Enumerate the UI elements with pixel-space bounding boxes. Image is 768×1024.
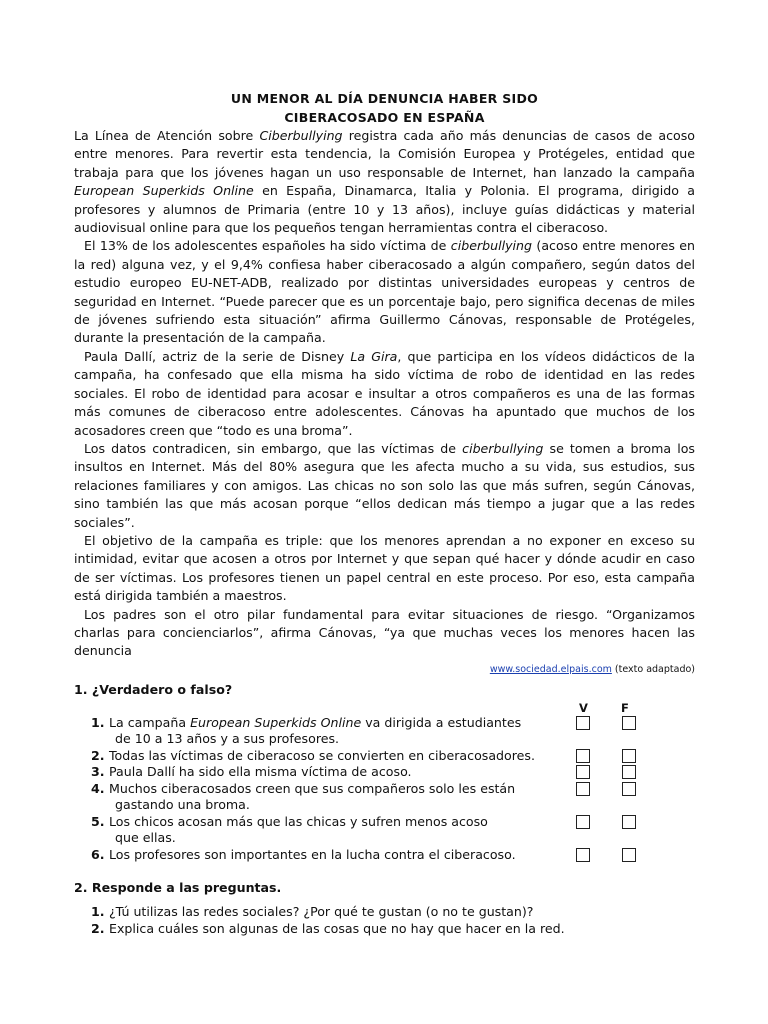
tf-item-4: 4. Muchos ciberacosados creen que sus compañeros solo les están gastando una broma. [74, 781, 695, 814]
paragraph-2: El 13% de los adolescentes españoles ha sido víctima de ciberbullying (acoso entre menores en la red) alguna vez, y el 9,4% confiesa haber ciberacosado a algún compañero, según datos del estudio europeo EU-NET-ADB, realizado por distintas universidades europeas y centros de seguridad en Internet. “Puede parecer que es un porcentaje bajo, pero significa decenas de miles de jóvenes sufriendo esta situación” afirma Guillermo Cánovas, responsable de Protégeles, durante la presentación de la campaña. [74, 238, 695, 346]
true-checkbox-5[interactable] [576, 815, 590, 829]
false-checkbox-6[interactable] [622, 848, 636, 862]
exercise-1-heading: 1. ¿Verdadero o falso? [74, 681, 233, 697]
worksheet-page [74, 90, 695, 937]
false-column-label: F [621, 700, 629, 715]
tf-item-5: 5. Los chicos acosan más que las chicas y sufren menos acoso que ellas. [74, 814, 695, 847]
source-link[interactable]: www.sociedad.elpais.com [489, 663, 612, 675]
paragraph-6: Los padres son el otro pilar fundamental para evitar situaciones de riesgo. “Organizamos charlas para concienciarlos”, afirma Cánovas, “ya que muchas veces los menores hacen las denuncia [74, 606, 695, 659]
true-false-list [74, 715, 695, 864]
question-2: 2. Explica cuáles son algunas de las cosas que no hay que hacer en la red. [91, 921, 565, 937]
false-checkbox-5[interactable] [622, 815, 636, 829]
true-checkbox-4[interactable] [576, 782, 590, 796]
true-false-header [74, 699, 695, 715]
article-title [74, 90, 695, 127]
tf-item-2: 2. Todas las víctimas de ciberacoso se convierten en ciberacosadores. [74, 748, 695, 765]
paragraph-1: La Línea de Atención sobre Ciberbullying registra cada año más denuncias de casos de acoso entre menores. Para revertir esta tendencia, la Comisión Europea y Protégeles, entidad que trabaja para que los jóvenes hagan un uso responsable de Internet, han lanzado la campaña European Superkids Online en España, Dinamarca, Italia y Polonia. El programa, dirigido a profesores y alumnos de Primaria (entre 10 y 13 años), incluye guías didácticas y material audiovisual online para que los pequeños tengan herramientas contra el ciberacoso. [74, 128, 695, 236]
false-checkbox-2[interactable] [622, 749, 636, 763]
exercise-2-heading: 2. Responde a las preguntas. [74, 880, 282, 896]
false-checkbox-3[interactable] [622, 765, 636, 779]
tf-item-6: 6. Los profesores son importantes en la lucha contra el ciberacoso. [74, 847, 695, 864]
paragraph-3: Paula Dallí, actriz de la serie de Disney La Gira, que participa en los vídeos didácticos de la campaña, ha confesado que ella misma ha sido víctima de robo de identidad en las redes sociales. El robo de identidad para acosar e insultar a otros compañeros es una de las formas más comunes de ciberacoso entre adolescentes. Cánovas ha apuntado que muchos de los acosadores creen que “todo es una broma”. [74, 348, 695, 438]
true-checkbox-3[interactable] [576, 765, 590, 779]
paragraph-4: Los datos contradicen, sin embargo, que las víctimas de ciberbullying se tomen a broma los insultos en Internet. Más del 80% asegura que les afecta mucho a su vida, sus estudios, sus relaciones familiares y con amigos. Las chicas no son solo las que más sufren, según Cánovas, sino también las que más acosan porque “ellos dedican más tiempo a jugar que a las redes sociales”. [74, 440, 695, 530]
true-column-label: V [579, 700, 588, 715]
title-line-1: UN MENOR AL DÍA DENUNCIA HABER SIDO [230, 91, 539, 106]
true-checkbox-1[interactable] [576, 716, 590, 730]
source-note: (texto adaptado) [611, 663, 695, 675]
tf-item-1: 1. La campaña European Superkids Online va dirigida a estudiantes de 10 a 13 años y a sus profesores. [74, 715, 695, 748]
source-credit [74, 663, 695, 677]
true-checkbox-2[interactable] [576, 749, 590, 763]
article-body [74, 127, 695, 661]
title-line-2: CIBERACOSADO EN ESPAÑA [284, 109, 485, 125]
false-checkbox-1[interactable] [622, 716, 636, 730]
paragraph-5: El objetivo de la campaña es triple: que los menores aprendan a no exponer en exceso su intimidad, evitar que acosen a otros por Internet y que sepan qué hacer y dónde acudir en caso de ser víctimas. Los profesores tienen un papel central en este proceso. Por eso, esta campaña está dirigida también a maestros. [74, 532, 695, 604]
true-checkbox-6[interactable] [576, 848, 590, 862]
questions-list [74, 903, 695, 937]
false-checkbox-4[interactable] [622, 782, 636, 796]
tf-item-3: 3. Paula Dallí ha sido ella misma víctima de acoso. [74, 764, 695, 781]
question-1: 1. ¿Tú utilizas las redes sociales? ¿Por qué te gustan (o no te gustan)? [91, 904, 534, 920]
